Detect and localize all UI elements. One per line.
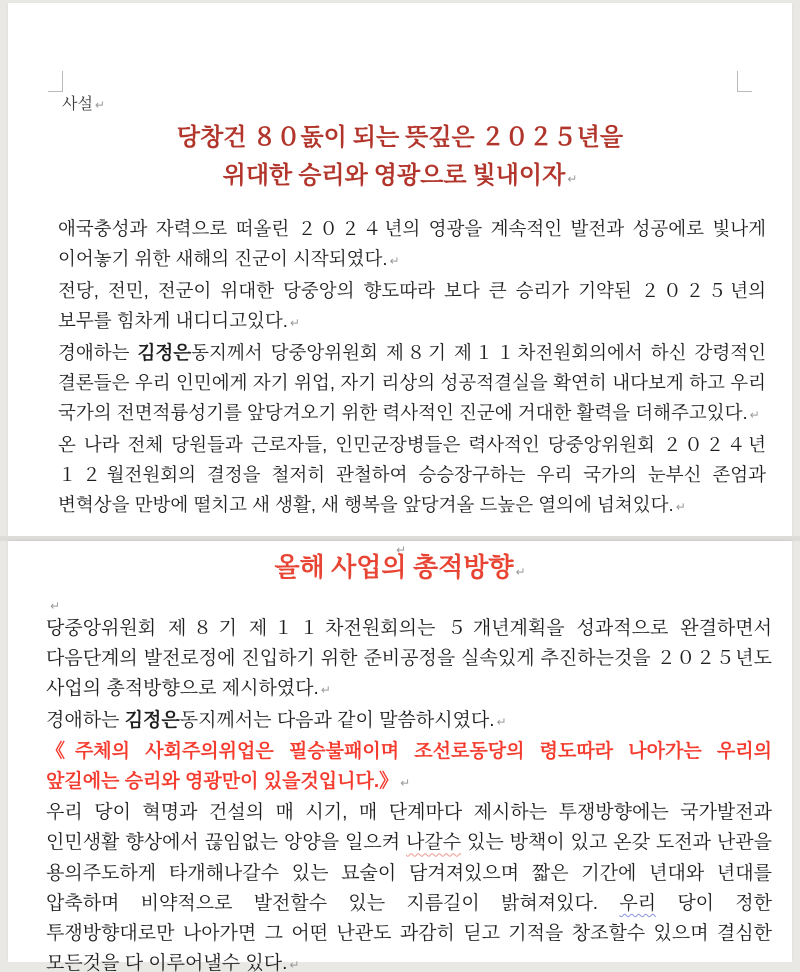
paragraph-mark-icon: ↵ <box>400 776 411 791</box>
paragraph-mark-icon: ↵ <box>496 714 507 729</box>
paragraph-mark-icon: ↵ <box>94 98 105 112</box>
page2-title <box>8 549 792 591</box>
grammarcheck-flagged-word: 우리 <box>619 892 657 914</box>
leader-name: 김정은 <box>124 709 180 731</box>
paragraph-mark-icon: ↵ <box>289 316 300 330</box>
paragraph-mark-icon: ↵ <box>320 683 331 698</box>
editorial-label <box>62 91 105 114</box>
page1-title-line2 <box>8 157 792 198</box>
paragraph-text: 당이 정한 투쟁방향대로만 나아가면 그 어떤 난관도 과감히 딛고 기적을 창조할수 있으며 결심한 모든것을 다 이루어낼수 있다. <box>46 892 772 972</box>
paragraph-text: 당중앙위원회 제８기 제１１차전원회의는 ５개년계획을 성과적으로 완결하면서 다음단계의 발전로정에 진입하기 위한 준비공정을 실속있게 추진하는것을 ２０２５년도 사업의 총적방향으로 제시하였다. <box>46 618 772 700</box>
document-page-1 <box>8 3 792 536</box>
paragraph-mark-icon: ↵ <box>567 172 578 186</box>
paragraph <box>58 338 766 430</box>
paragraph <box>46 614 772 706</box>
paragraph-text: 온 나라 전체 당원들과 근로자들, 인민군장병들은 력사적인 당중앙위원회 ２０２４년 １２월전원회의 결정을 철저히 관철하여 승승장구하는 우리 국가의 눈부신 존엄과 변혁상을 만방에 떨치고 새 생활, 새 행복을 앞당겨올 드높은 열의에 넘쳐있다. <box>58 434 766 515</box>
paragraph-mark-icon: ↵ <box>50 599 61 613</box>
paragraph-mark-icon: ↵ <box>749 408 760 422</box>
margin-corner-mark-icon <box>48 71 63 92</box>
document-page-2 <box>8 541 792 972</box>
paragraph <box>58 430 766 522</box>
page1-title-line2-text: 위대한 승리와 영광으로 빛내이자 <box>222 163 566 189</box>
leader-name: 김정은 <box>137 342 192 363</box>
paragraph <box>58 276 766 338</box>
page1-title-line1: 당창건 ８０돐이 되는 뜻깊은 ２０２５년을 <box>176 125 624 151</box>
paragraph-mark-icon: ↵ <box>289 958 300 972</box>
quote-text: 《주체의 사회주의위업은 필승불패이며 조선로동당의 령도따라 나아가는 우리의 앞길에는 승리와 영광만이 있을것입니다.》 <box>46 740 772 793</box>
paragraph <box>46 798 772 972</box>
editorial-label-text: 사설 <box>62 96 93 113</box>
page2-body <box>46 614 772 972</box>
page1-title <box>8 119 792 198</box>
empty-paragraph <box>48 597 60 615</box>
paragraph-text: 경애하는 <box>58 342 138 363</box>
page1-body <box>58 214 766 522</box>
paragraph-mark-icon: ↵ <box>675 500 686 514</box>
margin-corner-mark-icon <box>737 71 752 92</box>
spellcheck-flagged-word: 나갈수 <box>406 832 462 854</box>
paragraph-mark-icon: ↵ <box>395 543 407 557</box>
paragraph-mark-icon: ↵ <box>515 565 526 579</box>
paragraph-text: 동지께서 당중앙위원회 제８기 제１１차전원회의에서 하신 강령적인 결론들은 우리 인민에게 자기 위업, 자기 리상의 성공적결실을 확연히 내다보게 하고 우리 국가의 전면적륭성기를 앞당겨오기 위한 력사적인 진군에 거대한 활력을 더해주고있다. <box>58 342 766 423</box>
leader-quote <box>46 737 772 798</box>
paragraph-text: 동지께서는 다음과 같이 말씀하시였다. <box>179 709 495 731</box>
paragraph <box>58 214 766 276</box>
paragraph <box>46 706 772 737</box>
paragraph-text: 애국충성과 자력으로 떠올린 ２０２４년의 영광을 계속적인 발전과 성공에로 빛나게 이어놓기 위한 새해의 진군이 시작되였다. <box>58 218 766 269</box>
paragraph-text: 있는 방책이 있고 온갖 도전과 난관을 용의주도하게 타개해나갈수 있는 묘술이 담겨져있으며 짧은 기간에 년대와 년대를 압축하며 비약적으로 발전할수 있는 지름길이 밝혀져있다. <box>46 832 772 914</box>
paragraph-text: 경애하는 <box>46 709 125 731</box>
paragraph-text: 우리 당이 혁명과 건설의 매 시기, 매 단계마다 제시하는 투쟁방향에는 국가발전과 인민생활 향상에서 끊임없는 앙양을 일으켜 <box>46 802 772 854</box>
page2-title-text: 올해 사업의 총적방향 <box>274 553 514 582</box>
paragraph-mark-icon: ↵ <box>389 254 400 268</box>
paragraph-text: 전당, 전민, 전군이 위대한 당중앙의 향도따라 보다 큰 승리가 기약된 ２０２５년의 보무를 힘차게 내디디고있다. <box>58 280 766 331</box>
